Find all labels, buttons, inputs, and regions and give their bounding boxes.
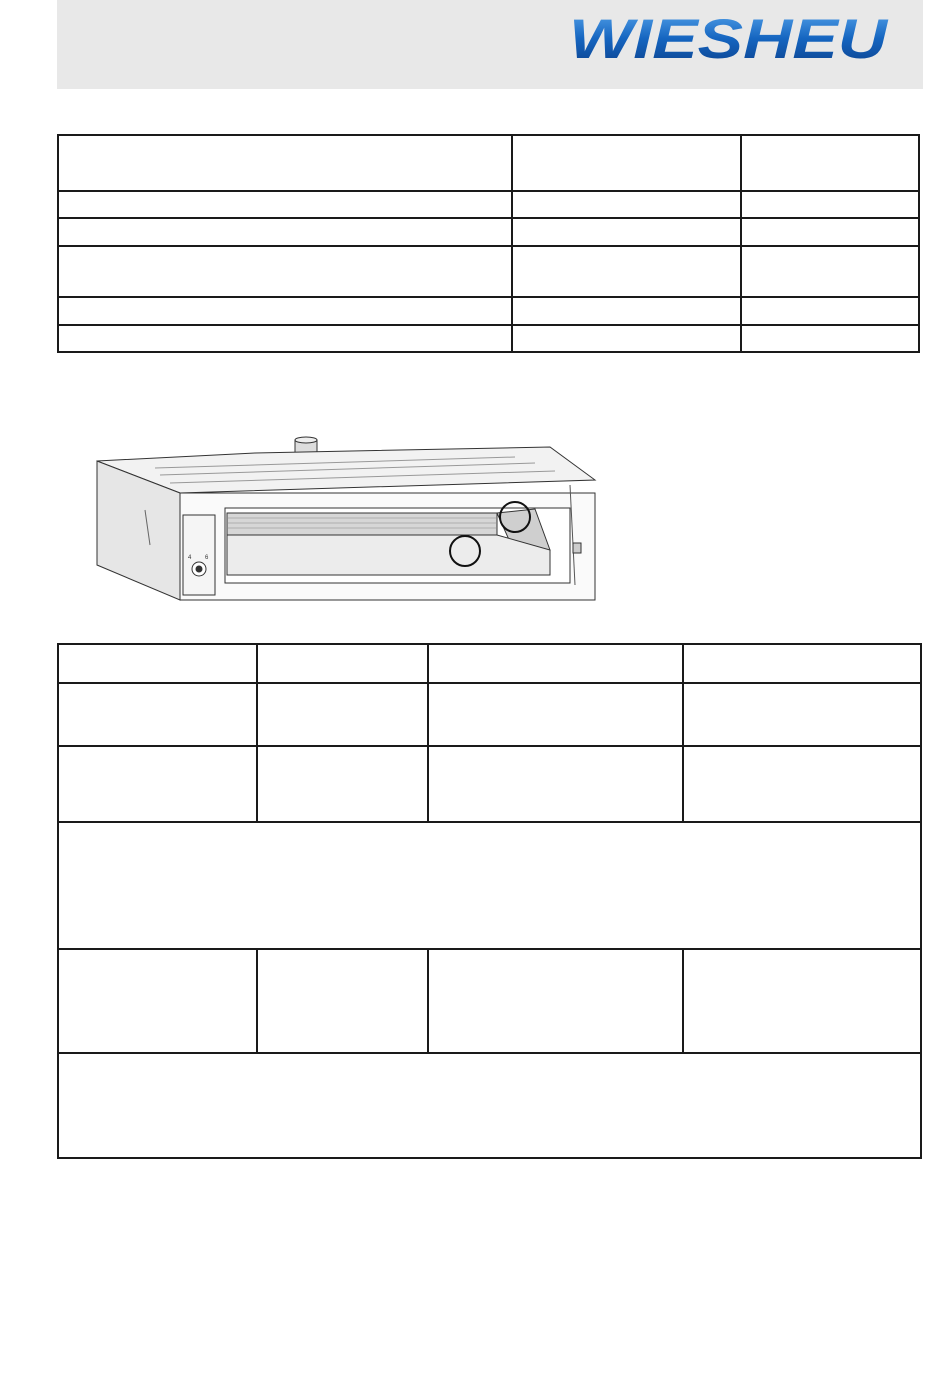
control-label-left: 4 [188, 555, 192, 561]
table-row [58, 683, 921, 746]
header-band [57, 0, 923, 89]
parts-table [57, 643, 922, 1159]
table-row [58, 1053, 921, 1158]
table-row [58, 218, 919, 246]
spec-table [57, 134, 920, 353]
oven-illustration [95, 435, 605, 605]
svg-text:WIESHEU: WIESHEU [569, 8, 889, 70]
table-row [58, 135, 919, 191]
control-label-right: 6 [205, 555, 209, 561]
table-row [58, 246, 919, 297]
table-row [58, 191, 919, 218]
table-row [58, 949, 921, 1053]
wiesheu-logo [565, 8, 895, 70]
table-row [58, 644, 921, 683]
table-row [58, 297, 919, 325]
table-row [58, 822, 921, 949]
table-row [58, 746, 921, 822]
table-row [58, 325, 919, 352]
